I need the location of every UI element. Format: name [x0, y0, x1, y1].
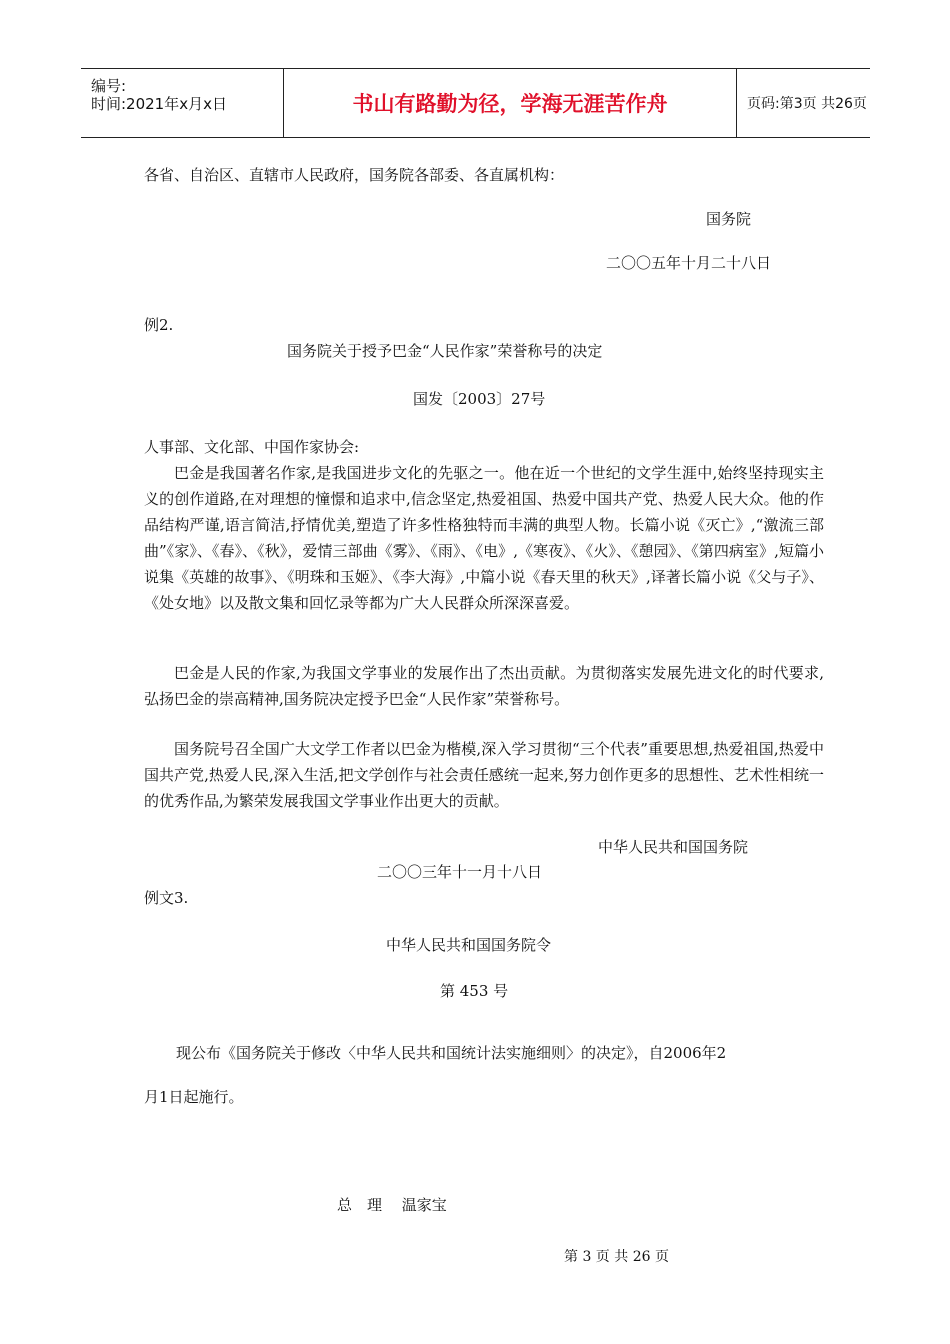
example-2-docno: 国发〔2003〕27号 [413, 390, 546, 408]
example-2-para-2: 巴金是人民的作家,为我国文学事业的发展作出了杰出贡献。为贯彻落实发展先进文化的时代要求,弘扬巴金的崇高精神,国务院决定授予巴金“人民作家”荣誉称号。 [144, 664, 824, 708]
example-2-recipients: 人事部、文化部、中国作家协会: [144, 438, 360, 456]
example-2-para-1: 巴金是我国著名作家,是我国进步文化的先驱之一。他在近一个世纪的文学生涯中,始终坚持现实主义的创作道路,在对理想的憧憬和追求中,信念坚定,热爱祖国、热爱中国共产党、热爱人民大众。他的作品结构严谨,语言简洁,抒情优美,塑造了许多性格独特而丰满的典型人物。长篇小说《灭亡》,“激流三部曲”《家》、《春》、《秋》，爱情三部曲《雾》、《雨》、《电》,《寒夜》、《火》、《憩园》、《第四病室》,短篇小说集《英雄的故事》、《明珠和玉姬》、《李大海》,中篇小说《春天里的秋天》,译著长篇小说《父与子》、《处女地》以及散文集和回忆录等都为广大人民群众所深深喜爱。 [144, 464, 824, 612]
example-3-number: 第 453 号 [440, 982, 509, 1000]
example-3-title: 中华人民共和国国务院令 [386, 936, 552, 954]
example-2-para-3: 国务院号召全国广大文学工作者以巴金为楷模,深入学习贯彻“三个代表”重要思想,热爱祖国,热爱中国共产党,热爱人民,深入生活,把文学创作与社会责任感统一起来,努力创作更多的思想性、艺术性相统一的优秀作品,为繁荣发展我国文学事业作出更大的贡献。 [144, 740, 824, 810]
date-label: 时间:2021年x月x日 [91, 95, 227, 113]
example-3-label: 例文3. [144, 889, 189, 907]
example-3-para-line-1: 现公布《国务院关于修改〈中华人民共和国统计法实施细则〉的决定》，自2006年2 [176, 1044, 727, 1062]
document-header [81, 68, 870, 138]
signer-1: 国务院 [706, 210, 752, 228]
example-3-para-line-2: 月1日起施行。 [144, 1088, 244, 1106]
header-meta-cell [81, 69, 283, 137]
header-motto: 书山有路勤为径，学海无涯苦作舟 [283, 69, 737, 137]
date-1: 二〇〇五年十月二十八日 [606, 254, 772, 272]
number-label: 编号: [91, 77, 127, 95]
example-2-signer: 中华人民共和国国务院 [598, 838, 749, 856]
page-footer: 第 3 页 共 26 页 [564, 1249, 669, 1265]
example-2-title: 国务院关于授予巴金“人民作家”荣誉称号的决定 [287, 342, 603, 360]
example-2-label: 例2. [144, 316, 174, 334]
header-page-info: 页码:第3页 共26页 [747, 96, 867, 112]
premier-signature: 总 理 温家宝 [337, 1196, 447, 1214]
recipients-1: 各省、自治区、直辖市人民政府，国务院各部委、各直属机构： [144, 166, 565, 184]
example-2-date: 二〇〇三年十一月十八日 [377, 863, 543, 881]
